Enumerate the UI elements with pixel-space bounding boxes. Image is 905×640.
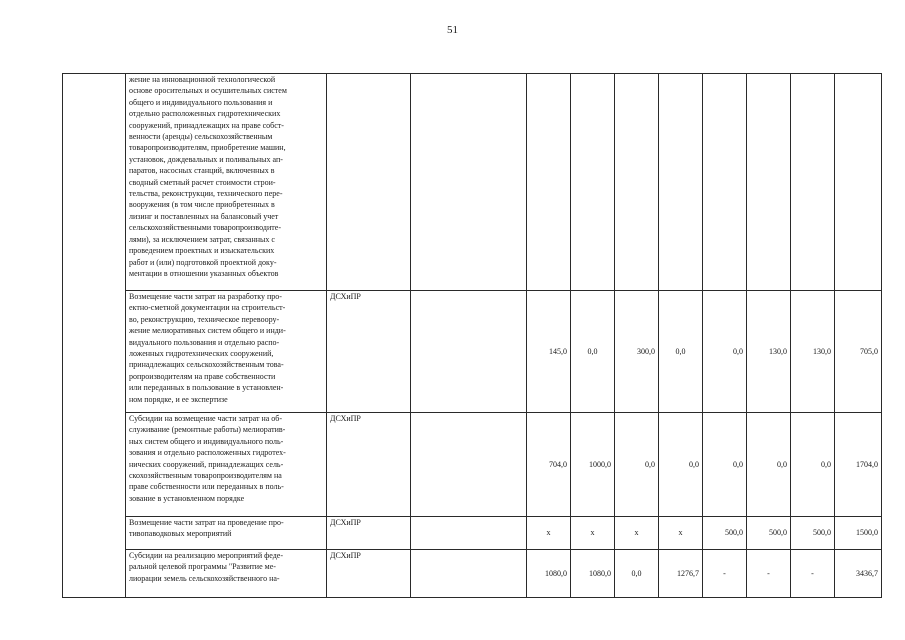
- table-row: [63, 517, 882, 550]
- value-cell: 500,0: [703, 517, 747, 550]
- value-cell: -: [791, 550, 835, 598]
- value-cell: 130,0: [747, 291, 791, 413]
- blank-cell: [411, 517, 527, 550]
- activity-description: [126, 413, 327, 517]
- value-cell: 0,0: [659, 413, 703, 517]
- value-cell: 1080,0: [527, 550, 571, 598]
- value-cell: [527, 74, 571, 291]
- value-cell: 0,0: [703, 413, 747, 517]
- activity-description-text: Субсидии на возмещение части затрат на об- служивание (ремонтные работы) мелиоратив- ных систем общего и индивидуального поль- зования и отдельно расположенных гидротех- нических сооружений, принадлежащих сель- скохозяйственным товаропроизводителям на праве собственности или переданных в поль- зование в установленном порядке: [129, 414, 286, 503]
- value-cell: [659, 74, 703, 291]
- activity-description: [126, 517, 327, 550]
- blank-cell: [411, 550, 527, 598]
- value-cell: 0,0: [615, 413, 659, 517]
- blank-cell: [411, 74, 527, 291]
- executor-cell: [327, 74, 411, 291]
- value-cell: 0,0: [747, 413, 791, 517]
- value-cell: 145,0: [527, 291, 571, 413]
- activity-description: [126, 291, 327, 413]
- value-cell: 1704,0: [835, 413, 882, 517]
- value-cell: x: [571, 517, 615, 550]
- value-cell: [747, 74, 791, 291]
- executor-cell: ДСХиПР: [327, 550, 411, 598]
- value-cell: 704,0: [527, 413, 571, 517]
- activity-description-text: жение на инновационной технологической основе оросительных и осушительных систем общего и индивидуального пользования и отдельно расположенных гидротехнических сооружений, принадлежащих на праве собст- венности (аренды) сельскохозяйственным товаропроизводителям, приобретение машин, установок, дождевальных и поливальных ап- паратов, насосных станций, включенных в сводный сметный расчет стоимости строи- тельства, реконструкции, технического пере- вооружения (в том числе приобретенных в лизинг и поставленных на балансовый учет сельскохозяйственными товаропроизводите- лями), за исключением затрат, связанных с проведением проектных и изыскательских работ и (или) подготовкой проектной доку- ментации в отношении указанных объектов: [129, 75, 287, 278]
- value-cell: [703, 74, 747, 291]
- value-cell: 1080,0: [571, 550, 615, 598]
- value-cell: 130,0: [791, 291, 835, 413]
- value-cell: 705,0: [835, 291, 882, 413]
- value-cell: 0,0: [703, 291, 747, 413]
- page-number: 51: [447, 24, 458, 36]
- value-cell: 3436,7: [835, 550, 882, 598]
- executor-cell: ДСХиПР: [327, 517, 411, 550]
- value-cell: [615, 74, 659, 291]
- value-cell: 0,0: [615, 550, 659, 598]
- value-cell: x: [615, 517, 659, 550]
- activity-description: [126, 550, 327, 598]
- value-cell: [791, 74, 835, 291]
- value-cell: 1500,0: [835, 517, 882, 550]
- value-cell: 1000,0: [571, 413, 615, 517]
- value-cell: x: [659, 517, 703, 550]
- value-cell: -: [703, 550, 747, 598]
- activity-description: [126, 74, 327, 291]
- number-column-cell: [63, 74, 126, 598]
- value-cell: 1276,7: [659, 550, 703, 598]
- value-cell: 300,0: [615, 291, 659, 413]
- blank-cell: [411, 291, 527, 413]
- value-cell: [835, 74, 882, 291]
- value-cell: 0,0: [571, 291, 615, 413]
- activity-description-text: Субсидии на реализацию мероприятий феде- ральной целевой программы "Развитие ме- лиорации земель сельскохозяйственного на-: [129, 551, 284, 583]
- activity-description-text: Возмещение части затрат на проведение про- тивопаводковых мероприятий: [129, 518, 284, 539]
- table-row: [63, 413, 882, 517]
- executor-cell: ДСХиПР: [327, 291, 411, 413]
- blank-cell: [411, 413, 527, 517]
- value-cell: 500,0: [747, 517, 791, 550]
- program-table: [62, 73, 882, 598]
- value-cell: 0,0: [659, 291, 703, 413]
- value-cell: -: [747, 550, 791, 598]
- value-cell: x: [527, 517, 571, 550]
- table-row: [63, 74, 882, 291]
- value-cell: 0,0: [791, 413, 835, 517]
- value-cell: [571, 74, 615, 291]
- table-row: [63, 291, 882, 413]
- table-row: [63, 550, 882, 598]
- executor-cell: ДСХиПР: [327, 413, 411, 517]
- activity-description-text: Возмещение части затрат на разработку про- ектно-сметной документации на строительст- во, реконструкцию, техническое перевоору- жение мелиоративных систем общего и инди- видуального пользования и отдельно распо- ложенных гидротехнических сооружений, принадлежащих сельскохозяйственным това- ропроизводителям на праве собственности или переданных в пользование в установлен- ном порядке, и ее экспертизе: [129, 292, 286, 404]
- value-cell: 500,0: [791, 517, 835, 550]
